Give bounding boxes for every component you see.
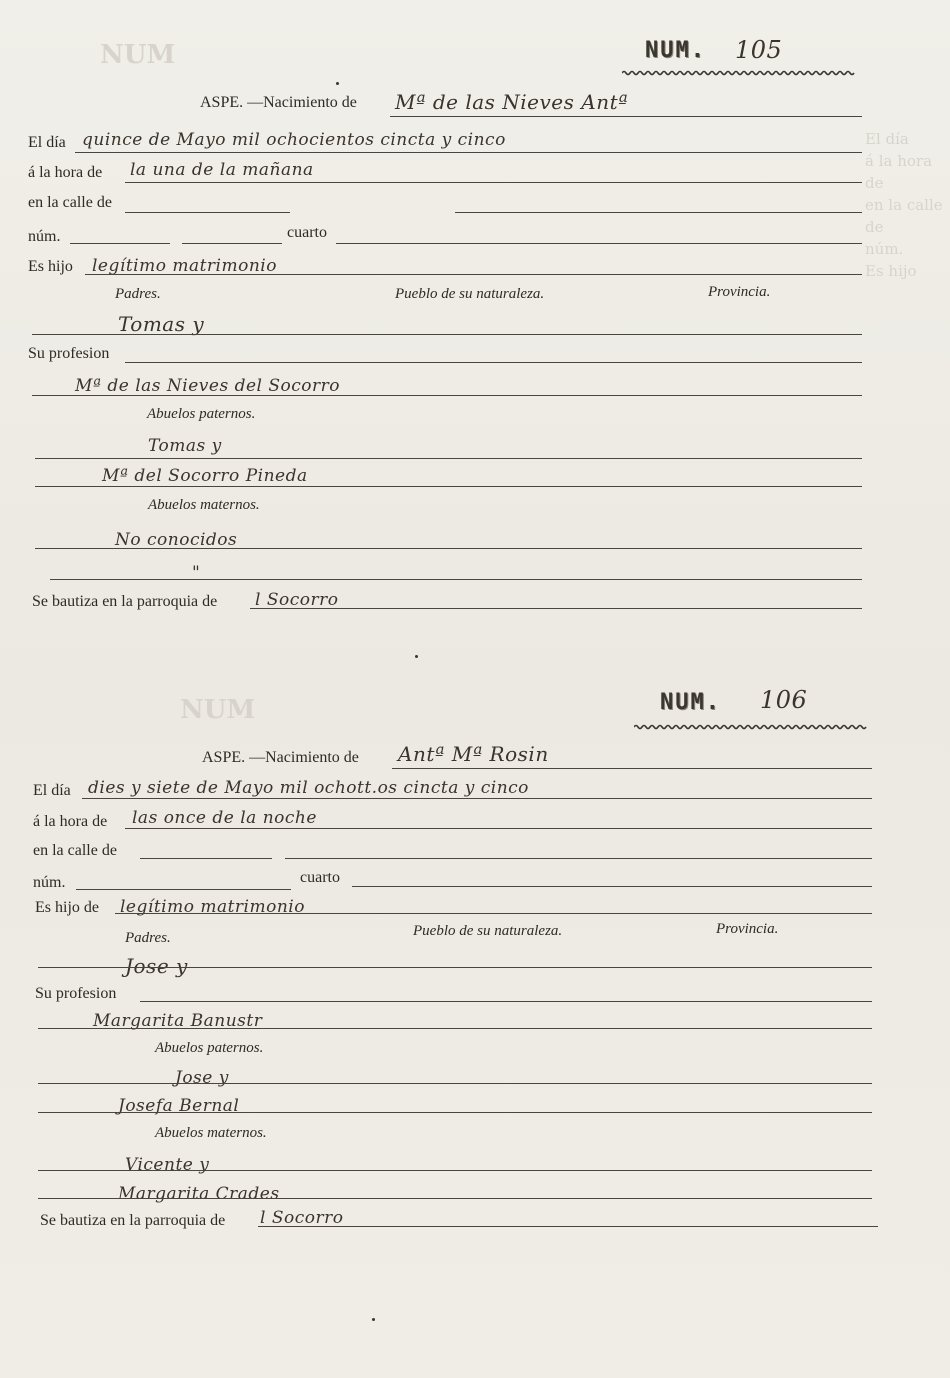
padre-value: Tomas y	[118, 312, 205, 336]
profesion-label: Su profesion	[35, 985, 117, 1002]
abuelos-maternos-label: Abuelos maternos.	[148, 497, 260, 513]
hora-label: á la hora de	[28, 164, 103, 181]
abuelo-materno-2: Margarita Crades	[118, 1184, 280, 1204]
padres-label: Padres.	[125, 930, 171, 946]
abuelo-paterno-1: Tomas y	[148, 436, 222, 456]
calle-label: en la calle de	[33, 842, 117, 859]
el-dia-value: dies y siete de Mayo mil ochott.os cincta y cinco	[88, 778, 529, 798]
hijo-value: legítimo matrimonio	[92, 256, 277, 276]
provincia-label: Provincia.	[716, 921, 779, 937]
cuarto-label: cuarto	[287, 224, 327, 241]
ornamental-rule	[634, 724, 872, 730]
padre-value: Jose y	[125, 954, 188, 978]
abuelo-paterno-2: Mª del Socorro Pineda	[102, 466, 308, 486]
num-short-label: núm.	[33, 874, 66, 891]
abuelo-materno-2: "	[192, 563, 201, 583]
hora-label: á la hora de	[33, 813, 108, 830]
el-dia-label: El día	[28, 134, 66, 151]
bleed-through-text: NUM	[100, 40, 176, 70]
entry-number-label: NUM.	[645, 38, 706, 63]
pueblo-label: Pueblo de su naturaleza.	[395, 286, 545, 302]
entry-number-label: NUM.	[660, 690, 721, 715]
hijo-label: Es hijo	[28, 258, 73, 275]
entry-number-value: 106	[760, 686, 808, 714]
madre-value: Margarita Banustr	[93, 1011, 263, 1031]
child-name: Antª Mª Rosin	[398, 742, 549, 766]
profesion-label: Su profesion	[28, 345, 110, 362]
child-name: Mª de las Nieves Antª	[395, 90, 629, 114]
pueblo-label: Pueblo de su naturaleza.	[413, 923, 563, 939]
bautiza-value: l Socorro	[260, 1208, 344, 1228]
abuelo-paterno-1: Jose y	[175, 1068, 229, 1088]
header-nacimiento: ASPE. —Nacimiento de	[200, 94, 357, 111]
el-dia-value: quince de Mayo mil ochocientos cincta y cinco	[82, 130, 506, 150]
abuelos-maternos-label: Abuelos maternos.	[155, 1125, 267, 1141]
abuelo-materno-1: Vicente y	[125, 1155, 210, 1175]
num-short-label: núm.	[28, 228, 61, 245]
el-dia-label: El día	[33, 782, 71, 799]
hora-value: las once de la noche	[132, 808, 317, 828]
abuelos-paternos-label: Abuelos paternos.	[155, 1040, 264, 1056]
bleed-through-text: NUM	[180, 695, 256, 725]
abuelo-materno-1: No conocidos	[115, 530, 238, 550]
ornamental-rule	[622, 70, 860, 76]
provincia-label: Provincia.	[708, 284, 771, 300]
bleed-through-text: El día á la hora de en la calle de núm. Es hijo	[865, 130, 943, 280]
abuelos-paternos-label: Abuelos paternos.	[147, 406, 256, 422]
padres-label: Padres.	[115, 286, 161, 302]
entry-number-value: 105	[735, 36, 783, 64]
bautiza-label: Se bautiza en la parroquia de	[40, 1212, 226, 1229]
hora-value: la una de la mañana	[130, 160, 314, 180]
madre-value: Mª de las Nieves del Socorro	[75, 376, 341, 396]
calle-label: en la calle de	[28, 194, 112, 211]
hijo-label: Es hijo de	[35, 899, 99, 916]
bautiza-label: Se bautiza en la parroquia de	[32, 593, 218, 610]
cuarto-label: cuarto	[300, 869, 340, 886]
abuelo-paterno-2: Josefa Bernal	[118, 1096, 240, 1116]
hijo-value: legítimo matrimonio	[120, 897, 305, 917]
header-nacimiento: ASPE. —Nacimiento de	[202, 749, 359, 766]
bautiza-value: l Socorro	[255, 590, 339, 610]
